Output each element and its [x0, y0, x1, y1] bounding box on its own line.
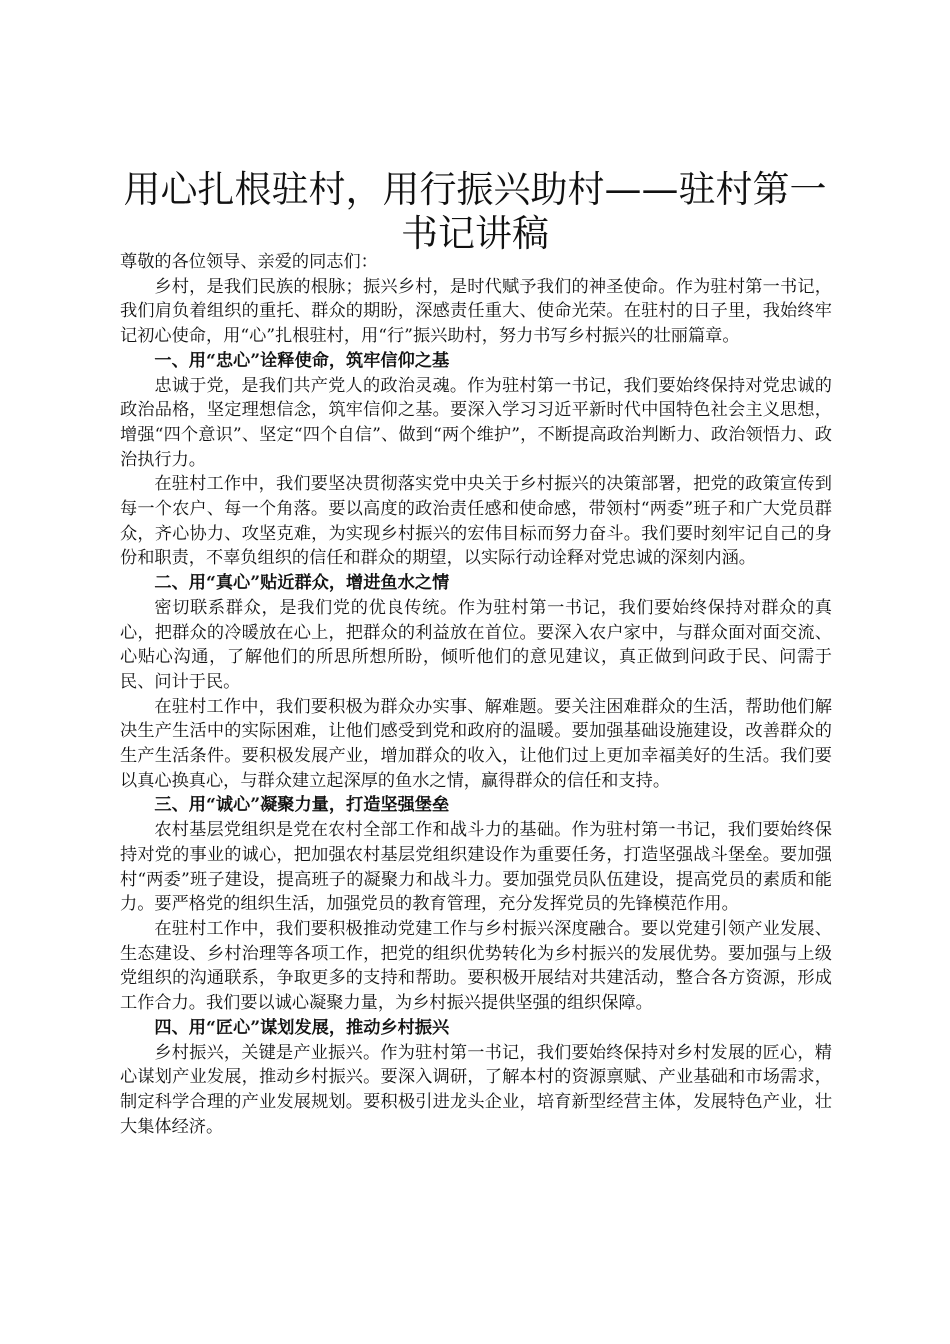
section-heading-2: 二、用“真心”贴近群众，增进鱼水之情 [154, 573, 450, 594]
section-1-paragraph-1: 忠诚于党，是我们共产党人的政治灵魂。作为驻村第一书记，我们要始终保持对党忠诚的政治品格，坚定理想信念，筑牢信仰之基。要深入学习习近平新时代中国特色社会主义思想，增强“四个意识”、坚定“四个自信”、做到“两个维护”，不断提高政治判断力、政治领悟力、政治执行力。 [120, 375, 832, 470]
section-3-paragraph-2: 在驻村工作中，我们要积极推动党建工作与乡村振兴深度融合。要以党建引领产业发展、生态建设、乡村治理等各项工作，把党的组织优势转化为乡村振兴的发展优势。要加强与上级党组织的沟通联系，争取更多的支持和帮助。要积极开展结对共建活动，整合各方资源，形成工作合力。我们要以诚心凝聚力量，为乡村振兴提供坚强的组织保障。 [120, 918, 832, 1014]
document-title: 用心扎根驻村，用行振兴助村——驻村第一书记讲稿 [123, 168, 827, 255]
section-heading-3: 三、用“诚心”凝聚力量，打造坚强堡垒 [154, 795, 450, 816]
section-heading-4: 四、用“匠心”谋划发展，推动乡村振兴 [154, 1017, 450, 1038]
intro-paragraph: 乡村，是我们民族的根脉；振兴乡村，是时代赋予我们的神圣使命。作为驻村第一书记，我们肩负着组织的重托、群众的期盼，深感责任重大、使命光荣。在驻村的日子里，我始终牢记初心使命，用“心”扎根驻村，用“行”振兴助村，努力书写乡村振兴的壮丽篇章。 [120, 276, 832, 347]
section-2-paragraph-2: 在驻村工作中，我们要积极为群众办实事、解难题。要关注困难群众的生活，帮助他们解决生产生活中的实际困难，让他们感受到党和政府的温暖。要加强基础设施建设，改善群众的生产生活条件。要积极发展产业，增加群众的收入，让他们过上更加幸福美好的生活。我们要以真心换真心，与群众建立起深厚的鱼水之情，赢得群众的信任和支持。 [120, 696, 832, 791]
section-heading-1: 一、用“忠心”诠释使命，筑牢信仰之基 [154, 350, 450, 371]
section-3-paragraph-1: 农村基层党组织是党在农村全部工作和战斗力的基础。作为驻村第一书记，我们要始终保持对党的事业的诚心，把加强农村基层党组织建设作为重要任务，打造坚强战斗堡垒。要加强村“两委”班子建设，提高班子的凝聚力和战斗力。要加强党员队伍建设，提高党员的素质和能力。要严格党的组织生活，加强党员的教育管理，充分发挥党员的先锋模范作用。 [120, 820, 832, 915]
section-1-paragraph-2: 在驻村工作中，我们要坚决贯彻落实党中央关于乡村振兴的决策部署，把党的政策宣传到每一个农户、每一个角落。要以高度的政治责任感和使命感，带领村“两委”班子和广大党员群众，齐心协力、攻坚克难，为实现乡村振兴的宏伟目标而努力奋斗。我们要时刻牢记自己的身份和职责，不辜负组织的信任和群众的期望，以实际行动诠释对党忠诚的深刻内涵。 [120, 474, 832, 569]
section-4-paragraph-1: 乡村振兴，关键是产业振兴。作为驻村第一书记，我们要始终保持对乡村发展的匠心，精心谋划产业发展，推动乡村振兴。要深入调研，了解本村的资源禀赋、产业基础和市场需求，制定科学合理的产业发展规划。要积极引进龙头企业，培育新型经营主体，发展特色产业，壮大集体经济。 [120, 1042, 832, 1137]
document-body [120, 250, 832, 1139]
salutation: 尊敬的各位领导、亲爱的同志们： [120, 252, 378, 272]
section-2-paragraph-1: 密切联系群众，是我们党的优良传统。作为驻村第一书记，我们要始终保持对群众的真心，把群众的冷暖放在心上，把群众的利益放在首位。要深入农户家中，与群众面对面交流、心贴心沟通，了解他们的所思所想所盼，倾听他们的意见建议，真正做到问政于民、问需于民、问计于民。 [120, 597, 832, 692]
